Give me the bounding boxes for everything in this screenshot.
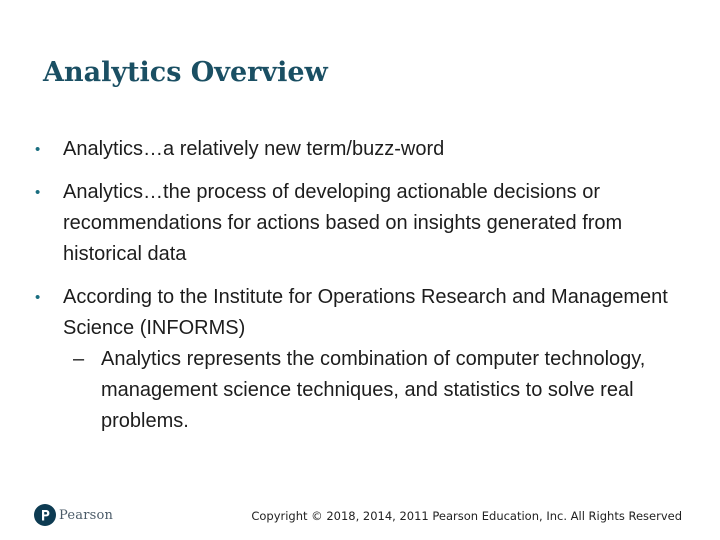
pearson-logo (34, 504, 113, 526)
pearson-logo-icon (34, 504, 56, 526)
bullet-text: • Analytics…a relatively new term/buzz-word (63, 138, 445, 160)
sub-bullet-text: Analytics represents the combination of computer technology, management science techniques, and statistics to solve real problems. (101, 348, 646, 432)
bullet-item (35, 134, 685, 165)
footer (0, 500, 720, 536)
bullet-text: • Analytics…the process of developing actionable decisions or recommendations for actions based on insights generated from historical data (63, 181, 623, 265)
pearson-logo-text: Pearson (59, 507, 114, 523)
bullet-text: • According to the Institute for Operations Research and Management Science (INFORMS) (63, 286, 668, 339)
copyright-notice: Copyright © 2018, 2014, 2011 Pearson Education, Inc. All Rights Reserved (251, 509, 682, 523)
slide-title: Analytics Overview (43, 57, 328, 88)
bullet-list (35, 134, 685, 449)
sub-bullet-item (63, 344, 685, 437)
bullet-item (35, 177, 685, 270)
sub-bullet-list (63, 344, 685, 437)
bullet-item (35, 282, 685, 437)
